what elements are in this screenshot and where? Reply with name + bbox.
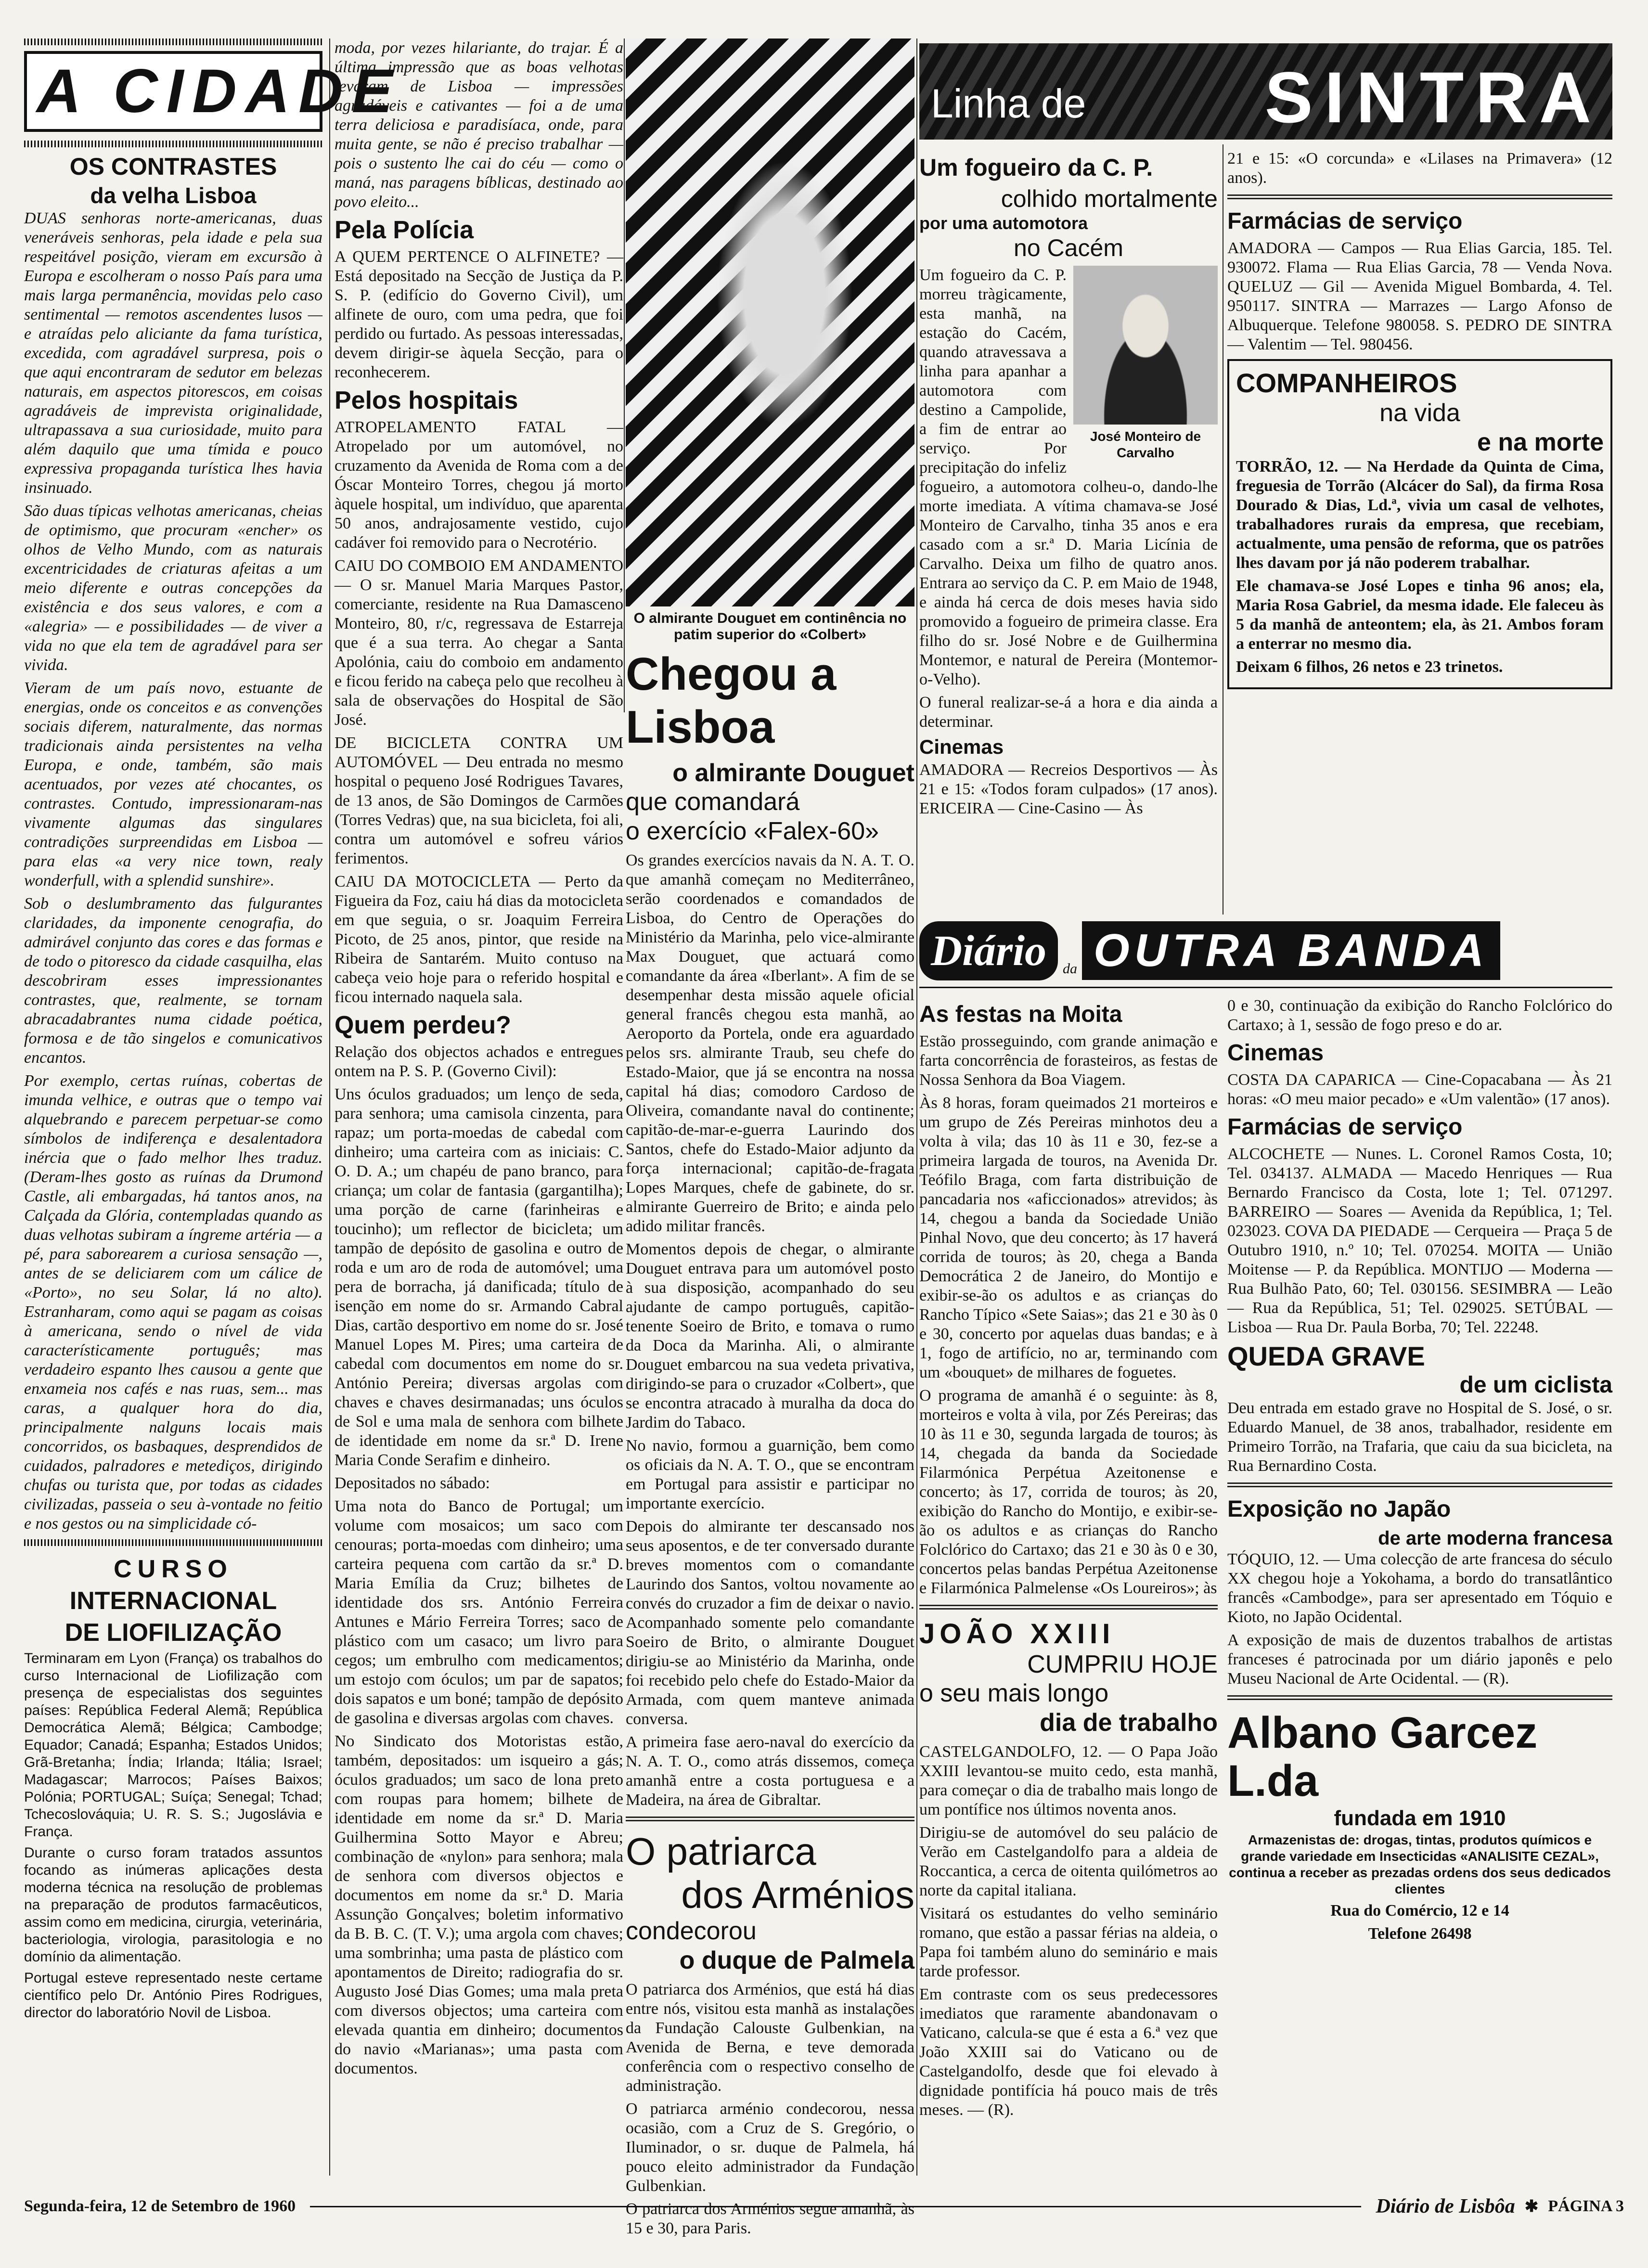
hatch-rule bbox=[24, 141, 322, 147]
footer-star: ✱ bbox=[1524, 2198, 1539, 2216]
joao-title: CUMPRIU HOJE bbox=[1027, 1650, 1218, 1678]
chegou-subtitle: o exercício «Falex-60» bbox=[626, 817, 879, 845]
divider bbox=[919, 1605, 1218, 1611]
patriarca-title: O patriarca bbox=[626, 1830, 816, 1873]
footer-page: PÁGINA 3 bbox=[1548, 2197, 1624, 2215]
section-title: A CIDADE bbox=[24, 51, 322, 132]
divider bbox=[1227, 1695, 1612, 1702]
article-title: OS CONTRASTES bbox=[69, 153, 277, 180]
joao-title: dia de trabalho bbox=[1040, 1709, 1218, 1737]
japao-title: Exposição no Japão bbox=[1227, 1496, 1451, 1522]
hatch-rule bbox=[24, 1539, 322, 1546]
article-continuation: moda, por vezes hilariante, do trajar. É a última impressão que as boas velhotas levaram de Lisboa — impressões agradáveis e cativantes — foi a de uma terra deliciosa e paradisíaca, onde, para muita gente, se não é preciso trabalhar — pois o sustento lhe cai do céu — como o maná, nas paragens bíblicas, destinado ao povo eleito... bbox=[335, 39, 623, 211]
albano-phone: Telefone 26498 bbox=[1368, 1925, 1472, 1943]
policia-title: Pela Polícia bbox=[335, 216, 474, 244]
paragraph: AMADORA — Campos — Rua Elias Garcia, 185. Tel. 930072. Flama — Rua Elias Garcia, 78 — Venda Nova. QUELUZ — Gil — Avenida Miguel Bombarda, 4. Tel. 950117. SINTRA — Marrazes — Largo Afonso de Albuquerque. Telefone 980058. S. PEDRO DE SINTRA — Valentim — Tel. 980456. bbox=[1227, 239, 1612, 353]
paragraph: Depositados no sábado: bbox=[335, 1474, 490, 1492]
farmacias-title: Farmácias de serviço bbox=[1227, 208, 1463, 234]
queda-title: QUEDA GRAVE bbox=[1227, 1341, 1425, 1371]
japao-subtitle: de arte moderna francesa bbox=[1378, 1528, 1612, 1549]
companheiros-title: COMPANHEIROS bbox=[1236, 368, 1457, 398]
fogueiro-subtitle: no Cacém bbox=[1014, 234, 1123, 261]
patriarca-subtitle: o duque de Palmela bbox=[679, 1946, 914, 1974]
paragraph: Deixam 6 filhos, 26 netos e 23 trinetos. bbox=[1236, 658, 1503, 676]
column-4 bbox=[919, 149, 1218, 822]
divider bbox=[1227, 1482, 1612, 1489]
fogueiro-subtitle: por uma automotora bbox=[919, 213, 1088, 233]
paragraph: Estão prosseguindo, com grande animação e farta concorrência de forasteiros, as festas de Nossa Senhora da Boa Viagem. bbox=[919, 1032, 1218, 1089]
patriarca-subtitle: condecorou bbox=[626, 1917, 757, 1945]
fogueiro-subtitle: colhido mortalmente bbox=[1001, 185, 1218, 212]
sintra-banner bbox=[919, 43, 1612, 140]
paragraph: Ele chamava-se José Lopes e tinha 96 anos; ela, Maria Rosa Gabriel, da mesma idade. Ele faleceu às 5 da manhã de anteontem; ela, às 21. Ambos foram a enterrar no mesmo dia. bbox=[1236, 577, 1604, 653]
curso-title: CURSO bbox=[114, 1555, 233, 1583]
paragraph: Sob o deslumbramento das fulgurantes claridades, da imponente cenografia, do admirável conjunto das cores e das formas e de todo o pitoresco da cidade casquilha, elas descobriram esses impressionantes contrastes, que, realmente, se tornam abracadabrantes numa cidade poética, formosa e de tão singelos e comunicativos encantos. bbox=[24, 895, 322, 1067]
patriarca-title: dos Arménios bbox=[681, 1873, 914, 1916]
diario-logo: Diário bbox=[919, 921, 1058, 980]
paragraph: O funeral realizar-se-á a hora e dia ainda a determinar. bbox=[919, 694, 1218, 731]
column-rule bbox=[624, 39, 625, 712]
paragraph: 0 e 30, continuação da exibição do Rancho Folclórico do Cartaxo; à 1, sessão de fogo preso e do ar. bbox=[1227, 997, 1612, 1034]
sintra-banner-big: SINTRA bbox=[1264, 57, 1603, 138]
paragraph: No Sindicato dos Motoristas estão, também, depositados: um isqueiro a gás; óculos graduados; um saco de lona preto com roupas para homem; bilhete de identidade em nome da sr.ª D. Maria Guilhermina Sotto Mayor e Abreu; combinação de «nylon» para senhora; mala de senhora com diversos objectos e documentos em nome da sr.ª D. Maria Assunção Gonçalves; boletim informativo da B. B. C. (T. V.); uma argola com chaves; uma sombrinha; uma pasta de plástico com apontamentos de Direito; radiografia do sr. Augusto José Dias Gomes; uma mala preta com diversos objectos; uma carteira com elevada quantia em dinheiro; documentos do navio «Marianas»; uma pasta com documentos. bbox=[335, 1732, 623, 2077]
curso-box bbox=[24, 1556, 322, 2022]
column-rule bbox=[329, 39, 330, 2176]
paragraph: No navio, formou a guarnição, bem como os oficiais da N. A. T. O., que se encontram em Portugal para assistir e participar no importante exercício. bbox=[626, 1437, 914, 1512]
paragraph: São duas típicas velhotas americanas, cheias de optimismo, que procuram «encher» os olhos de Velho Mundo, com as naturais excentricidades de criaturas afeitas a um meio diferente e outras concepções da existência e dos seus valores, e com a «alegria» — e possibilidades — de viver a vida no que ela tem de agradável para ser vivida. bbox=[24, 502, 322, 674]
paragraph: Os grandes exercícios navais da N. A. T. O. que amanhã começam no Mediterrâneo, serão coordenados e comandados de Lisboa, do Centro de Operações do Ministério da Marinha, pelo vice-almirante Max Douguet, que actuará como comandante da área «Iberlant». A fim de se desempenhar desta missão aquele oficial general francês chegou esta manhã, ao Aeroporto da Portela, onde era aguardado pelos srs. almirante Traub, seu chefe do Estado-Maior, que já se encontra na nossa capital há dias; comodoro Cardoso de Oliveira, comandante naval do continente; capitão-de-mar-e-guerra Laurindo dos Santos, chefe do Estado-Maior adjunto da força internacional; capitão-de-fragata Lopes Marques, chefe de gabinete, do sr. almirante Guerreiro de Brito; e ainda pelo adido militar francês. bbox=[626, 851, 914, 1235]
photo-caption: O almirante Douguet em continência no patim superior do «Colbert» bbox=[633, 610, 907, 643]
paragraph: A QUEM PERTENCE O ALFINETE? — Está depositado na Secção de Justiça da P. S. P. (edifício do Governo Civil), um alfinete de ouro, com uma pedra, que foi perdido ou furtado. As pessoas interessadas, devem dirigir-se àquela Secção, para o reconhecerem. bbox=[335, 248, 623, 381]
curso-title: INTERNACIONAL bbox=[69, 1587, 277, 1615]
albano-desc: Armazenistas de: drogas, tintas, produtos químicos e grande variedade em Insecticidas «ANALISITE CEZAL», continua a receber as prezadas ordens dos seus dedicados clientes bbox=[1229, 1832, 1611, 1896]
paragraph: O patriarca arménio condecorou, nessa ocasião, com a Cruz de S. Gregório, o Iluminador, o sr. duque de Palmela, há pouco eleito administrador da Fundação Gulbenkian. bbox=[626, 2100, 914, 2195]
paragraph: A primeira fase aero-naval do exercício da N. A. T. O., como atrás dissemos, começa amanhã entre a costa portuguesa e a Madeira, na área de Gibraltar. bbox=[626, 1733, 914, 1809]
paragraph: Uma nota do Banco de Portugal; um volume com mosaicos; um saco com cenouras; porta-moedas com dinheiro; uma carteira pequena com cartão da sr.ª D. Maria Emília da Cruz; bilhetes de identidade dos srs. António Ferreira Antunes e Mário Ferreira Torres; saco de plástico com um casaco; um livro para cegos; um embrulho com medicamentos; um estojo com óculos; um par de sapatos; dois sapatos e um boné; tampão de depósito de gasolina e diversas argolas com chaves. bbox=[335, 1497, 623, 1727]
outra-banda-title: OUTRA BANDA bbox=[1082, 921, 1500, 980]
albano-address: Rua do Comércio, 12 e 14 bbox=[1330, 1902, 1509, 1920]
paragraph: DUAS senhoras norte-americanas, duas veneráveis senhoras, pela idade e pela sua respeitável posição, vieram em excursão à Europa e escolheram o nosso País para uma mais larga permanência, movidas pelo caso sentimental — remotos ascendentes lusos — e atraídas pelo aliciante da fama turística, excedida, com agradável surpresa, pois o que aqui encontraram de sedutor em belezas naturais, em aspectos pitorescos, em coisas agradáveis de imprevista originalidade, ultrapassava a sua curiosidade, muito para além daquilo que uma tímida e pouco expressiva propaganda turística lhes havia insinuado. bbox=[24, 209, 322, 497]
divider bbox=[626, 1817, 914, 1823]
column-5-lower bbox=[1227, 996, 1612, 1947]
paragraph: Durante o curso foram tratados assuntos focando as inúmeras aplicações desta moderna técnica na resolução de problemas na preparação de produtos farmacêuticos, assim como em medicina, cirurgia, veterinária, bacteriologia, virologia, parasitologia e no domínio da alimentação. bbox=[24, 1845, 322, 1965]
paragraph: Relação dos objectos achados e entregues ontem na P. S. P. (Governo Civil): bbox=[335, 1043, 623, 1080]
article-body bbox=[24, 209, 322, 1533]
paragraph: ATROPELAMENTO FATAL — Atropelado por um automóvel, no cruzamento da Avenida de Roma com a de Óscar Monteiro Torres, chegou já morto àquele hospital, um indivíduo, que aparenta 50 anos, andrajosamente vestido, cujo cadáver foi removido para o Necrotério. bbox=[335, 418, 623, 552]
perdeu-title: Quem perdeu? bbox=[335, 1011, 511, 1039]
farmacias-title: Farmácias de serviço bbox=[1227, 1114, 1463, 1140]
paragraph: O patriarca dos Arménios segue amanhã, às 15 e 30, para Paris. bbox=[626, 2200, 914, 2237]
paragraph: Visitará os estudantes do velho seminário romano, que estão a passar férias na aldeia, o Papa foi também aluno do seminário e mais tarde professor. bbox=[919, 1905, 1218, 1980]
sintra-banner-small: Linha de bbox=[931, 81, 1086, 126]
joao-title: JOÃO XXIII bbox=[919, 1618, 1115, 1649]
portrait-photo bbox=[1073, 266, 1218, 425]
fogueiro-title: Um fogueiro da C. P. bbox=[919, 154, 1153, 181]
paragraph: Momentos depois de chegar, o almirante Douguet entrava para um automóvel posto à sua disposição, acompanhado do seu ajudante de campo português, capitão-tenente Soeiro de Brito, e tomava o rumo da Doca da Marinha. Ali, o almirante Douguet embarcou na sua vedeta privativa, dirigindo-se para o cruzador «Colbert», que se encontra atracado à muralha da doca do Jardim do Tabaco. bbox=[626, 1240, 914, 1431]
paragraph: CASTELGANDOLFO, 12. — O Papa João XXIII levantou-se muito cedo, esta manhã, para começar o dia de trabalho mais longo de um pontífice nos últimos noventa anos. bbox=[919, 1743, 1218, 1818]
footer-date: Segunda-feira, 12 de Setembro de 1960 bbox=[24, 2197, 296, 2215]
paragraph: Terminaram em Lyon (França) os trabalhos do curso Internacional de Liofilização com presença de especialistas dos seguintes países: República Federal Alemã; República Democrática Alemã; Bélgica; Cambodge; Equador; Canadá; Espanha; Estados Unidos; Grã-Bretanha; Índia; Irlanda; Itália; Israel; Madagascar; Marrocos; Países Baixos; Polónia; PORTUGAL; Suíça; Senegal; Tchad; Tchecoslováquia; U. R. S. S.; Jugoslávia e França. bbox=[24, 1650, 322, 1840]
paragraph: Depois do almirante ter descansado nos seus aposentos, e de ter conversado durante breves momentos com o comandante Laurindo dos Santos, voltou novamente ao convés do cruzador a fim de deixar o navio. Acompanhado somente pelo comandante Soeiro de Brito, o almirante Douguet dirigiu-se ao Ministério da Marinha, onde foi recebido pelo chefe do Estado-Maior da Armada, com quem manteve animada conversa. bbox=[626, 1518, 914, 1728]
paragraph: CAIU DO COMBOIO EM ANDAMENTO — O sr. Manuel Maria Marques Pastor, comerciante, residente na Rua Damasceno Monteiro, 80, r/c, regressava de Estarreja que é a sua terra. Ao chegar a Santa Apolónia, caiu do comboio em andamento e ficou ferido na cabeça pelo que recolheu à sala de observações do Hospital de São José. bbox=[335, 557, 623, 729]
chegou-subtitle: que comandará bbox=[626, 788, 800, 816]
curso-body bbox=[24, 1650, 322, 2022]
paragraph: A exposição de mais de duzentos trabalhos de artistas franceses é patrocinada por um diário japonês e pelo Museu Nacional de Arte Ocidental. — (R). bbox=[1227, 1631, 1612, 1688]
article-subtitle: da velha Lisboa bbox=[90, 183, 257, 208]
paragraph: Um fogueiro da C. P. morreu tràgicamente, esta manhã, na estação do Cacém, quando atravessava a linha para apanhar a automotora com destino a Campolide, a fim de entrar ao serviço. Por precipitação do infeliz fogueiro, a automotora colheu-o, dando-lhe morte imediata. A vítima chamava-se José Monteiro de Carvalho, tinha 35 anos e era casado com a sr.ª D. Maria Licínia de Carvalho. Deixa um filho de quatro anos. Entrara ao serviço da C. P. em Maio de 1948, e ainda há cerca de dois meses havia sido promovido a fogueiro de primeira classe. Era filho do sr. José Nobre e de Guilhermina Montemor, e natural de Pereira (Montemor-o-Velho). bbox=[919, 266, 1218, 688]
paragraph: Em contraste com os seus predecessores imediatos que raramente abandonavam o Vaticano, calcula-se que é esta a 6.ª vez que João XXIII sai do Vaticano ou de Castelgandolfo, desde que foi elevado à dignidade pontifícia há pouco mais de três meses. — (R). bbox=[919, 1985, 1218, 2119]
albano-name: Albano Garcez L.da bbox=[1227, 1708, 1538, 1805]
paragraph: Portugal esteve representado neste certame científico pelo Dr. António Pires Rodrigues, director do laboratório Novil de Lisboa. bbox=[24, 1970, 322, 2021]
column-1 bbox=[24, 39, 401, 2025]
moita-title: As festas na Moita bbox=[919, 1002, 1122, 1027]
admiral-photo bbox=[626, 39, 914, 606]
paragraph: O patriarca dos Arménios, que está há dias entre nós, visitou esta manhã as instalações da Fundação Calouste Gulbenkian, na Avenida de Berna, e teve demorada conferência com o respectivo conselho de administração. bbox=[626, 1981, 914, 2095]
paragraph: Deu entrada em estado grave no Hospital de S. José, o sr. Eduardo Manuel, de 38 anos, trabalhador, residente em Primeiro Torrão, na Trafaria, que caiu da sua bicicleta, na Rua Bernardino Costa. bbox=[1227, 1399, 1612, 1475]
hatch-rule bbox=[24, 39, 322, 45]
paragraph: DE BICICLETA CONTRA UM AUTOMÓVEL — Deu entrada no mesmo hospital o pequeno José Rodrigues Tavares, de 13 anos, de São Domingos de Carmões (Torres Vedras) que, na sua bicicleta, foi ali, contra um automóvel e sofreu vários ferimentos. bbox=[335, 734, 623, 867]
chegou-subtitle: o almirante Douguet bbox=[672, 759, 914, 787]
outra-banda-banner bbox=[919, 915, 1612, 988]
paragraph: CAIU DA MOTOCICLETA — Perto da Figueira da Foz, caiu há dias da motocicleta em que seguia, o sr. Joaquim Ferreira Picoto, de 25 anos, pintor, que reside na Ribeira de Santarém. Muito contuso na cabeça veio hoje para o referido hospital e ficou internado naquela sala. bbox=[335, 873, 623, 1006]
queda-title: de um ciclista bbox=[1459, 1372, 1612, 1398]
column-3 bbox=[626, 39, 914, 2242]
footer-rule bbox=[310, 2206, 1361, 2207]
portrait-caption: José Monteiro de Carvalho bbox=[1090, 429, 1201, 460]
hospitais-title: Pelos hospitais bbox=[335, 387, 518, 414]
companheiros-box bbox=[1227, 359, 1612, 689]
joao-title: o seu mais longo bbox=[919, 1679, 1109, 1707]
curso-title: DE LIOFILIZAÇÃO bbox=[64, 1619, 282, 1647]
page-footer bbox=[24, 2195, 1624, 2218]
paragraph: ALCOCHETE — Nunes. L. Coronel Ramos Costa, 10; Tel. 034137. ALMADA — Macedo Henriques — Rua Bernardo Francisco da Costa, lote 1; Tel. 071297. BARREIRO — Soares — Avenida da República, 1; Tel. 023023. COVA DA PIEDADE — Cerqueira — Praça 5 de Outubro 1910, n.º 10; Tel. 070254. MOITA — União Moitense — P. da República. MONTIJO — Moderna — Rua Bulhão Pato, 60; Tel. 030156. SESIMBRA — Leão — Rua da República, 51; Tel. 029025. SETÚBAL — Lisboa — Rua Dr. Paula Borba, 70; Tel. 22248. bbox=[1227, 1145, 1612, 1336]
albano-founded: fundada em 1910 bbox=[1334, 1806, 1506, 1830]
column-rule bbox=[916, 39, 917, 2176]
paragraph: TORRÃO, 12. — Na Herdade da Quinta de Cima, freguesia de Torrão (Alcácer do Sal), da firma Rosa Dourado & Dias, Ld.ª, vivia um casal de velhotes, trabalhadores rurais da empresa, que recebiam, actualmente, uma pensão de reforma, que os patrões lhes davam por já não poderem trabalhar. bbox=[1236, 458, 1604, 572]
divider bbox=[1227, 194, 1612, 201]
fogueiro-photo-block bbox=[1073, 266, 1218, 465]
chegou-title: Chegou a Lisboa bbox=[626, 648, 837, 753]
column-5 bbox=[1227, 149, 1612, 694]
paragraph: Às 8 horas, foram queimados 21 morteiros e um grupo de Zés Pereiras minhotos deu a volta à vila; das 10 às 11 e 30, fez-se a primeira largada de touros, na Avenida Dr. Teófilo Braga, com farta distribuição de pancadaria nos «aficcionados» atrevidos; às 14, chegou a banda da Sociedade União Pinhal Novo, que deu concerto; às 17 haverá corrida de touros; às 20, chega a Banda Democrática 2 de Janeiro, do Montijo e exibir-se-ão os adultos e as crianças do Rancho Típico «Sete Saias»; das 21 e 30 às 0 e 30, concerto por aquelas duas bandas; e à 1, fogo de artifício, no ar, terminando com um «bouquet» de milhares de foguetes. bbox=[919, 1094, 1218, 1381]
companheiros-title: e na morte bbox=[1477, 428, 1604, 456]
paragraph: Uns óculos graduados; um lenço de seda, para senhora; uma camisola cinzenta, para rapaz; um porta-moedas de cabedal com dinheiro; uma carteira com as iniciais: C. O. D. A.; um chapéu de pano branco, para criança; um colar de fantasia (gargantilha); uma porção de carne (farinheiras e toucinho); um reflector de bicicleta; um tampão de depósito de gasolina e outro de roda e um aro de roda de automóvel; uma pera de borracha, já danificada; título de isenção em nome do sr. Armando Cabral Dias, cartão desportivo em nome do sr. José Manuel Lopes M. Pires; uma carteira de cabedal com documentos em nome do sr. António Pereira; diversas argolas com chaves e chaves desirmanadas; uns óculos de Sol e uma mala de senhora com bilhete de identidade em nome da sr.ª D. Irene Maria Conde Serafim e dinheiro. bbox=[335, 1085, 623, 1469]
paragraph: Vieram de um país novo, estuante de energias, onde os conceitos e as convenções sociais diferem, naturalmente, das normas tradicionais ainda persistentes na velha Europa, e onde, também, são mais acentuados, por vezes até chocantes, os contrastes. Contudo, impressionaram-nas vivamente algumas das singulares contradições surpreendidas em Lisboa — para elas «a very nice town, realy wonderfull, with a splendid sunshire». bbox=[24, 679, 322, 889]
column-4-lower bbox=[919, 996, 1218, 2124]
diario-logo-da: da bbox=[1063, 961, 1078, 977]
cinemas-title: Cinemas bbox=[919, 735, 1004, 758]
companheiros-title: na vida bbox=[1379, 399, 1460, 427]
paragraph: COSTA DA CAPARICA — Cine-Copacabana — Às 21 horas: «O meu maior pecado» e «Um valentão» (17 anos). bbox=[1227, 1071, 1612, 1108]
footer-paper: Diário de Lisbôa bbox=[1376, 2195, 1515, 2217]
cinemas-title: Cinemas bbox=[1227, 1040, 1324, 1066]
paragraph: AMADORA — Recreios Desportivos — Às 21 e 15: «Todos foram culpados» (17 anos). ERICEIRA — Cine-Casino — Às bbox=[919, 761, 1218, 817]
paragraph: O programa de amanhã é o seguinte: às 8, morteiros e volta à vila, por Zés Pereiras; das 10 às 11 e 30, segunda largada de touros; às 14, chegada da banda da Sociedade Filarmónica Perpétua Azeitonense e concerto; às 17, corrida de touros; às 20, exibição do Rancho do Montijo, e exibir-se-ão os adultos e as crianças do Rancho Folclórico do Cartaxo; das 21 e 30 às 0 e 30, concertos pelas bandas Perpétua Azeitonense e Filarmónica Palmelense «Os Loureiros»; às bbox=[919, 1387, 1218, 1597]
paragraph: 21 e 15: «O corcunda» e «Lilases na Primavera» (12 anos). bbox=[1227, 150, 1612, 187]
paragraph: TÓQUIO, 12. — Uma colecção de arte francesa do século XX chegou hoje a Yokohama, a bordo do transatlântico francês «Cambodge», para ser apresentado em Tóquio e Kioto, no Japão Ocidental. bbox=[1227, 1550, 1612, 1626]
paragraph: Dirigiu-se de automóvel do seu palácio de Verão em Castelgandolfo para a aldeia de Roccantica, a cerca de oitenta quilómetros ao norte da capital italiana. bbox=[919, 1824, 1218, 1899]
paragraph: Por exemplo, certas ruínas, cobertas de imunda velhice, e outras que o tempo vai alquebrando e parecem perpetuar-se como símbolos de indiferença e desalentadora inércia que o fado melhor lhes traduz. (Deram-lhes gosto as ruínas da Drumond Castle, ali embargadas, há tantos anos, na Calçada da Glória, contempladas quando as duas velhotas subiram a íngreme artéria — a pé, para saborearem a curiosa sensação —, antes de se deliciarem com um cálice de «Porto», no seu Solar, lá no alto). Estranharam, como aqui se pagam as coisas à americana, sendo o nível de vida característicamente português; mas verdadeiro espanto lhes causou a gente que enxameia nos cafés e nas ruas, sem... mas caras, a qualquer hora do dia, principalmente nalguns locais mais concorridos, os basbaques, desprendidos de cuidados, palradores e metediços, dirigindo chufas ou turista que, por todas as cidades civilizadas, passeia o seu à-vontade no feitio e nos gestos ou na simplicidade có- bbox=[24, 1072, 322, 1533]
column-2 bbox=[335, 39, 623, 2082]
